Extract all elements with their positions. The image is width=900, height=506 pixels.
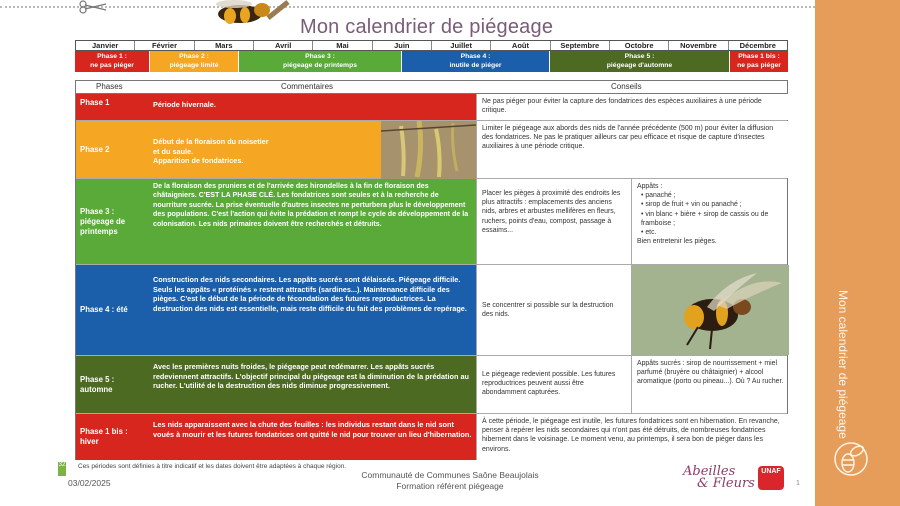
phases-table — [75, 80, 788, 460]
comment-text: Période hivernale. — [149, 94, 476, 120]
side-panel — [815, 0, 900, 506]
table-row-phase-4 — [76, 265, 787, 356]
comment-text: Construction des nids secondaires. Les appâts sucrés sont délaissés. Piégeage difficile. Seuls les appâts « protéinés » restent attractifs (sardines...). Maintenance difficile des pièges. C'est le début de la période de fécondation des futures reproductrices. La destruction des nids est essentielle, mais reste difficile du fait des problèmes de repérage. — [149, 265, 476, 355]
phase-bar-title: Phase 2 : — [179, 53, 209, 60]
page-title: Mon calendrier de piégeage — [300, 16, 554, 38]
phase-bar-title: Phase 1 : — [97, 53, 127, 60]
phase-bar-1 — [75, 51, 150, 72]
side-title: Mon calendrier de piégeage — [836, 290, 850, 439]
scissors-icon — [78, 0, 108, 14]
comment-line: Début de la floraison du noisetier — [153, 137, 269, 146]
table-row-phase-2 — [76, 121, 787, 179]
table-row-phase-3 — [76, 179, 787, 265]
comment-line: et du saule. — [153, 146, 194, 156]
brand-line: & Fleurs — [697, 476, 755, 491]
advice-text: Ne pas piéger pour éviter la capture des fondatrices des espèces auxiliaires à une période critique. — [476, 94, 789, 120]
phase-bar-4 — [402, 51, 550, 72]
phase-bar-title: Phase 5 : — [624, 53, 655, 60]
footnote: Ces périodes sont définies à titre indicatif et les dates doivent être adaptées à chaque région. — [78, 463, 347, 470]
table-row-phase-5 — [76, 356, 787, 414]
footer-organization — [320, 470, 580, 492]
comment-text: De la floraison des pruniers et de l'arrivée des hirondelles à la fin de floraison des châtaigniers. C'EST LA PHASE CLÉ. Les fondatrices sont seules et à la recherche de nourriture sucrée. La prise éventuelle d'autres insectes ne perturbera plus le développement des populations. C'est l'action qui évite la prédation et rompt le cycle de développement de la colonisation. Les nids primaires doivent être recherchés et détruits. — [149, 179, 476, 264]
hazel-catkins-photo — [381, 121, 476, 179]
advice-baits: Appâts sucrés : sirop de nourrissement + miel parfumé (bruyère ou châtaignier) + alcool aromatique (porto ou pineau...). Où ? Au rucher. — [637, 360, 784, 386]
comment-text: Les nids apparaissent avec la chute des feuilles : les individus restant dans le nid sont voués à mourir et les futures fondatrices ont quitté le nid pour trouver un lieu d'hibernation. — [149, 414, 476, 460]
baits-title: Appâts : — [637, 183, 663, 190]
month-label: Juillet — [432, 41, 491, 50]
comment-text: Avec les premières nuits froides, le piégeage peut redémarrer. Les appâts sucrés redeviennent attractifs. L'objectif principal du piégeage est la diminution de la prédation au rucher. L'utilité de la destruction des nids diminue progressivement. — [149, 356, 476, 413]
advice-text: À cette période, le piégeage est inutile, les futures fondatrices sont en hibernation. En revanche, penser à repérer les nids secondaires qui n'ont pas été détruits, de nombreuses fondatrices hibernent dans le voisinage. Le moment venu, au printemps, il sera bon de piéger dans les environs. — [476, 414, 789, 460]
month-label: Avril — [254, 41, 313, 50]
month-label: Décembre — [739, 41, 776, 50]
month-label: Mars — [195, 41, 254, 50]
header-phases: Phases — [96, 82, 123, 91]
hornet-photo — [632, 265, 789, 355]
advice-text: Se concentrer si possible sur la destruction des nids. — [476, 265, 632, 355]
hornet-illustration-icon — [200, 0, 290, 34]
phase-label: Phase 3 : piégeage de printemps — [76, 179, 149, 264]
advice-baits — [632, 179, 789, 264]
bait-item: • panaché ; — [641, 192, 676, 200]
phase-bar-subtitle: inutile de piéger — [449, 61, 502, 69]
phase-bar-title: Phase 3 : — [305, 53, 335, 60]
table-row-phase-1 — [76, 94, 787, 121]
footer-course-name: Formation référent piégeage — [396, 481, 504, 491]
abeilles-fleurs-logo — [683, 466, 755, 490]
month-label: Janvier — [76, 41, 135, 50]
phase-bar-5 — [550, 51, 730, 72]
month-header — [75, 40, 788, 51]
month-label: Juin — [373, 41, 432, 50]
phase-label: Phase 2 — [76, 121, 149, 178]
phase-bar-subtitle: piégeage limité — [169, 61, 219, 69]
phase-bar-2 — [150, 51, 239, 72]
phase-bar-subtitle: ne pas piéger — [737, 61, 781, 69]
phase-bar-subtitle: piégeage de printemps — [282, 61, 358, 69]
baits-maintenance: Bien entretenir les pièges. — [637, 238, 717, 246]
phase-bar-title: Phase 1 bis : — [738, 53, 780, 60]
bait-item: • sirop de fruit + vin ou panaché ; — [641, 201, 742, 209]
month-label: Août — [491, 41, 550, 50]
phase-bar-subtitle: piégeage d'automne — [606, 61, 673, 69]
brand-line: Abeilles — [683, 464, 736, 479]
month-label: Septembre — [551, 41, 610, 50]
advice-placement: Placer les pièges à proximité des endroits les plus attractifs : emplacements des anciens nids, arbres et arbustes mellifères en fleurs, ruchers, points d'eau, compost, passage à essaims... — [476, 179, 632, 264]
phase-label: Phase 4 : été — [76, 265, 149, 355]
phase-bar-title: Phase 4 : — [460, 53, 491, 60]
comment-line: Apparition de fondatrices. — [153, 156, 244, 166]
month-label: Novembre — [669, 41, 728, 50]
footer-date: 03/02/2025 — [68, 478, 111, 488]
phase-label: Phase 1 bis : hiver — [76, 414, 149, 460]
phase-bar-3 — [239, 51, 402, 72]
page-tab: 32 — [58, 462, 66, 476]
unaf-logo: UNAF — [758, 466, 784, 490]
header-advice: Conseils — [611, 82, 642, 91]
bait-item: • etc. — [641, 229, 657, 237]
footer-org-name: Communauté de Communes Saône Beaujolais — [361, 470, 539, 480]
header-comments: Commentaires — [281, 82, 334, 91]
phase-label: Phase 5 : automne — [76, 356, 149, 413]
month-label: Octobre — [610, 41, 669, 50]
bait-item: • vin blanc + bière + sirop de cassis ou de framboise ; — [641, 210, 769, 227]
page-number: 1 — [796, 480, 800, 487]
month-label: Mai — [313, 41, 372, 50]
month-label: Février — [135, 41, 194, 50]
table-row-phase-1bis — [76, 414, 787, 460]
advice-text: Limiter le piégeage aux abords des nids de l'année précédente (500 m) pour éviter la diffusion des fondatrices. Ne pas le pratiquer ailleurs car peu efficace et risque de capture d'insectes auxiliaires à une période critique. — [476, 121, 789, 178]
phase-label: Phase 1 — [76, 94, 149, 120]
table-header — [76, 81, 787, 94]
phase-bar-1bis — [730, 51, 788, 72]
phase-bar-subtitle: ne pas piéger — [90, 61, 134, 69]
bee-logo-icon — [832, 437, 870, 479]
advice-text: Le piégeage redevient possible. Les futures reproductrices peuvent aussi être abondamment capturées. — [476, 356, 632, 413]
dotted-cut-line — [0, 6, 815, 8]
